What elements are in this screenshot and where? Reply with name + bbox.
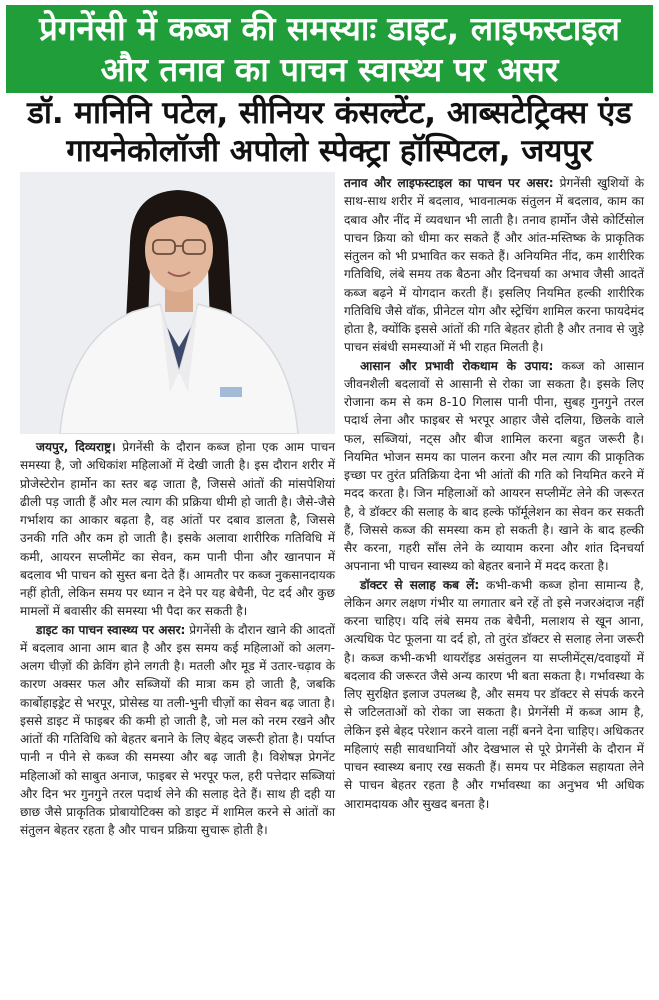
stress-paragraph xyxy=(344,174,644,357)
subheadline-line-1: डॉ. मानिनि पटेल, सीनियर कंसल्टेंट, आब्सटेट्रिक्स एंड xyxy=(27,95,632,131)
article-left-column xyxy=(20,438,335,840)
prevention-paragraph xyxy=(344,357,644,576)
prevention-text: कब्ज को आसान जीवनशैली बदलावों से आसानी से रोका जा सकता है। इसके लिए रोजाना कम से कम 8-10 गिलास पानी पीना, सुबह गुनगुने तरल पदार्थ लेना और फाइबर से भरपूर आहार जैसे दलिया, छिलके वाले फल, सब्जियां, नट्स और बीज शामिल करना बहुत जरूरी है। नियमित भोजन समय का पालन करना और मल त्याग की प्राकृतिक इच्छा पर तुरंत प्रतिक्रिया देना भी आंतों की गति को नियमित करने में मदद करता है। जिन महिलाओं को आयरन सप्लीमेंट लेने की जरूरत है, वे डॉक्टर की सलाह के बाद हल्के फॉर्मूलेशन का सेवन कर सकती हैं, जिससे कब्ज की समस्या कम हो सकती है। खाने के बाद हल्की सैर करना, गहरी साँस लेने के व्यायाम करना और शांत दिनचर्या अपनाना भी पाचन स्वास्थ्य को बेहतर बनाने में मदद करता है। xyxy=(344,358,644,574)
headline-banner xyxy=(6,5,653,93)
author-subheadline xyxy=(0,94,659,170)
doctor-advice-text: कभी-कभी कब्ज होना सामान्य है, लेकिन अगर लक्षण गंभीर या लगातार बने रहें तो इसे नजरअंदाज नहीं करना चाहिए। यदि लंबे समय तक बेचैनी, मलाशय से खून आना, अत्यधिक पेट फूलना या दर्द हो, तो तुरंत डॉक्टर से सलाह लेना जरूरी है। कब्ज कभी-कभी थायरॉइड असंतुलन या सप्लीमेंट्स/दवाइयों में बदलाव की जरूरत जैसे अन्य कारण भी बता सकता है। गर्भावस्था के लिए सुरक्षित इलाज उपलब्ध है, और समय पर डॉक्टर से संपर्क करने से जटिलताओं को रोका जा सकता है। प्रेगनेंसी में कब्ज आम है, लेकिन इसे बेहद परेशान करने वाला नहीं बनने देना चाहिए। अधिकतर महिलाएं सही सावधानियों और देखभाल से पूरे प्रेगनेंसी के दौरान में पाचन स्वास्थ्य बनाए रख सकती हैं। समय पर मेडिकल सहायता लेने से पाचन बेहतर रहता है और गर्भावस्था का अनुभव भी अधिक आरामदायक और सुखद बनता है। xyxy=(344,577,644,811)
intro-text: प्रेगनेंसी के दौरान कब्ज होना एक आम पाचन समस्या है, जो अधिकांश महिलाओं में देखी जाती है। इस दौरान शरीर में प्रोजेस्टेरोन हार्मोन का स्तर बढ़ जाता है, जिससे आंतों की मांसपेशियां ढीली पड़ जाती हैं और मल त्याग की प्रक्रिया धीमी हो जाती है। जैसे-जैसे गर्भाशय का आकार बढ़ता है, वह आंतों पर दबाव डालता है, जिससे उनकी गति और कम हो जाती है। इसके अलावा शारीरिक गतिविधि में कमी, आयरन सप्लीमेंट का सेवन, कम पानी पीना और खानपान में बदलाव भी पाचन को सुस्त बना देते हैं। आमतौर पर कब्ज नुकसानदायक नहीं होती, लेकिन समय पर ध्यान न देने पर यह बेचैनी, पेट दर्द और कुछ मामलों में बवासीर की समस्या भी पैदा कर सकती है। xyxy=(20,440,335,619)
headline-line-2: और तनाव का पाचन स्वास्थ्य पर असर xyxy=(100,50,559,89)
dateline: जयपुर, दिव्यराष्ट्र। xyxy=(36,440,116,454)
doctor-advice-heading: डॉक्टर से सलाह कब लें: xyxy=(360,577,480,592)
diet-heading: डाइट का पाचन स्वास्थ्य पर असर: xyxy=(36,622,186,637)
intro-paragraph xyxy=(20,438,335,621)
stress-heading: तनाव और लाइफस्टाइल का पाचन पर असर: xyxy=(344,176,554,190)
diet-text: प्रेगनेंसी के दौरान खाने की आदतों में बदलाव आना आम बात है और इस समय कई महिलाओं को अलग-अलग चीज़ों की क्रेविंग होने लगती है। मतली और मूड में उतार-चढ़ाव के कारण अक्सर फल और सब्जियों की मात्रा कम हो जाती है, जबकि कार्बोहाइड्रेट से भरपूर, प्रोसेस्ड या तली-भुनी चीज़ों का सेवन बढ़ जाता है। इससे डाइट में फाइबर की कमी हो जाती है, जो मल को नरम रखने और आंतों की गतिविधि को बेहतर बनाने के लिए बेहद जरूरी होता है। पर्याप्त पानी न पीने से कब्ज की समस्या और बढ़ जाती है। विशेषज्ञ प्रेगनेंट महिलाओं को साबुत अनाज, फाइबर से भरपूर फल, हरी पत्तेदार सब्जियां और दिन भर गुनगुने तरल पदार्थ लेने की सलाह देते हैं। साथ ही दही या छाछ जैसे प्राकृतिक प्रोबायोटिक्स को डाइट में शामिल करने से आंतों का संतुलन बेहतर रहता है और पाचन प्रक्रिया सुचारू होती है। xyxy=(20,622,335,838)
article-right-column xyxy=(344,174,644,813)
prevention-heading: आसान और प्रभावी रोकथाम के उपाय: xyxy=(360,358,554,373)
subheadline-line-2: गायनेकोलॉजी अपोलो स्पेक्ट्रा हॉस्पिटल, जयपुर xyxy=(66,133,593,169)
doctor-photo xyxy=(20,172,335,434)
doctor-portrait-icon xyxy=(20,172,335,434)
stress-text: प्रेगनेंसी खुशियों के साथ-साथ शरीर में बदलाव, भावनात्मक संतुलन में बदलाव, काम का दबाव और नींद में व्यवधान भी लाती है। तनाव हार्मोन जैसे कोर्टिसोल पाचन क्रिया को धीमा कर सकते हैं और आंत-मस्तिष्क के प्राकृतिक संतुलन को भी प्रभावित कर सकते हैं। अनियमित नींद, कम शारीरिक गतिविधि, लंबे समय तक बैठना और दिनचर्या का अभाव जैसी आदतें कब्ज बढ़ने में योगदान करती हैं। इसलिए नियमित हल्की शारीरिक गतिविधि जैसे वॉक, प्रीनेटल योग और स्ट्रेचिंग शामिल करना फायदेमंद होता है, क्योंकि इससे आंतों की गति बेहतर होती है और तनाव से जुड़े पाचन संबंधी समस्याओं में भी राहत मिलती है। xyxy=(344,176,644,355)
diet-paragraph xyxy=(20,621,335,840)
doctor-advice-paragraph xyxy=(344,576,644,813)
headline-line-1: प्रेगनेंसी में कब्ज की समस्याः डाइट, लाइफस्टाइल xyxy=(39,9,620,48)
